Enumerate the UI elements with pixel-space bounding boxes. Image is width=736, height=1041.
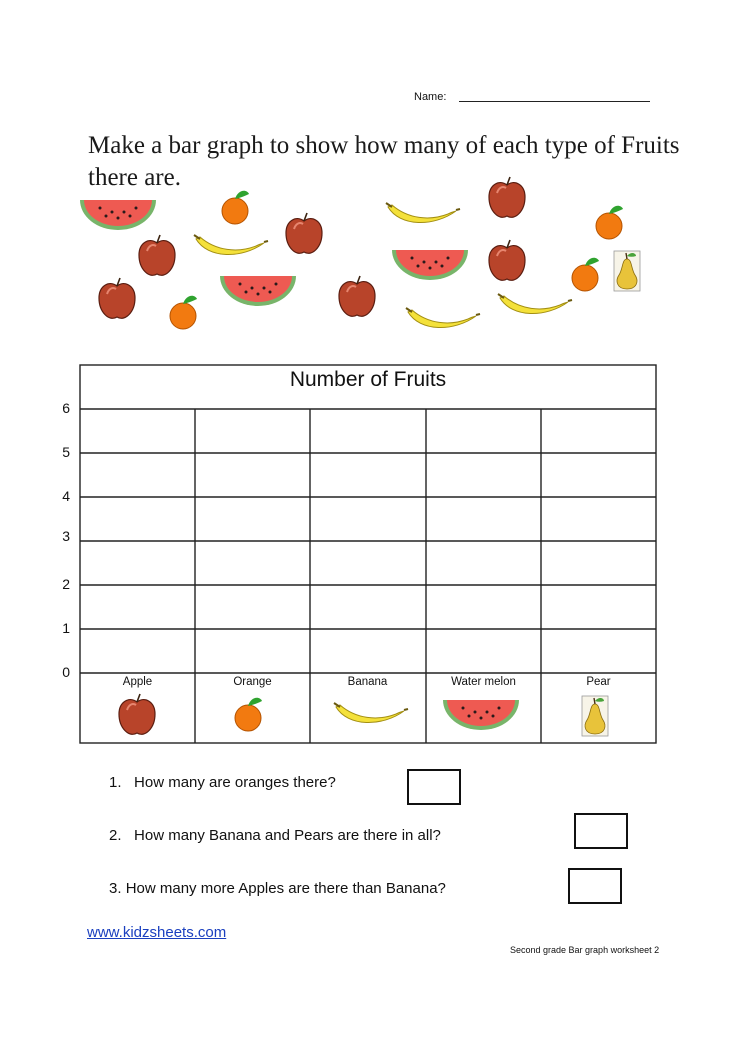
question-text: How many more Apples are there than Banana? [125,880,446,897]
category-label-banana: Banana [347,676,388,688]
banana-icon [406,308,480,328]
banana-icon [498,294,572,314]
orange-icon [170,296,197,329]
banana-icon [194,235,268,255]
banana-icon [386,203,460,223]
watermelon-icon [220,276,296,306]
kidzsheets-link[interactable]: www.kidzsheets.com [87,924,227,941]
y-tick-0: 0 [62,664,70,680]
category-label-pear: Pear [586,676,611,688]
orange-icon [235,698,262,731]
y-tick-1: 1 [62,620,70,636]
answer-box-2[interactable] [574,813,628,849]
banana-icon [334,703,408,723]
orange-icon [572,258,599,291]
category-label-watermelon: Water melon [451,676,516,688]
question-1 [109,774,336,791]
apple-icon [139,235,175,275]
watermelon-icon [443,700,519,730]
y-tick-4: 4 [62,488,70,504]
y-tick-5: 5 [62,444,70,460]
question-number: 3. [109,880,122,897]
apple-icon [489,177,525,217]
question-number: 1. [109,774,122,791]
apple-icon [286,213,322,253]
orange-icon [222,191,249,224]
orange-icon [596,206,623,239]
question-3 [109,880,446,897]
answer-box-1[interactable] [407,769,461,805]
question-text: How many Banana and Pears are there in all? [134,827,441,844]
chart-title: Number of Fruits [289,368,447,391]
name-label: Name: [414,91,447,103]
apple-icon [489,240,525,280]
pear-icon [614,251,640,291]
category-label-orange: Orange [233,676,272,688]
question-text: How many are oranges there? [134,774,336,791]
instruction-text: Make a bar graph to show how many of each type of Fruits there are. [88,132,680,191]
pear-icon [582,696,608,736]
watermelon-icon [80,200,156,230]
footer-note: Second grade Bar graph worksheet 2 [510,945,660,955]
y-tick-2: 2 [62,576,70,592]
apple-icon [99,278,135,318]
y-tick-3: 3 [62,528,70,544]
category-label-apple: Apple [122,676,153,688]
apple-icon [339,276,375,316]
watermelon-icon [392,250,468,280]
question-number: 2. [109,827,122,844]
apple-icon [119,694,155,734]
y-tick-6: 6 [62,400,70,416]
question-2 [109,827,441,844]
answer-box-3[interactable] [568,868,622,904]
